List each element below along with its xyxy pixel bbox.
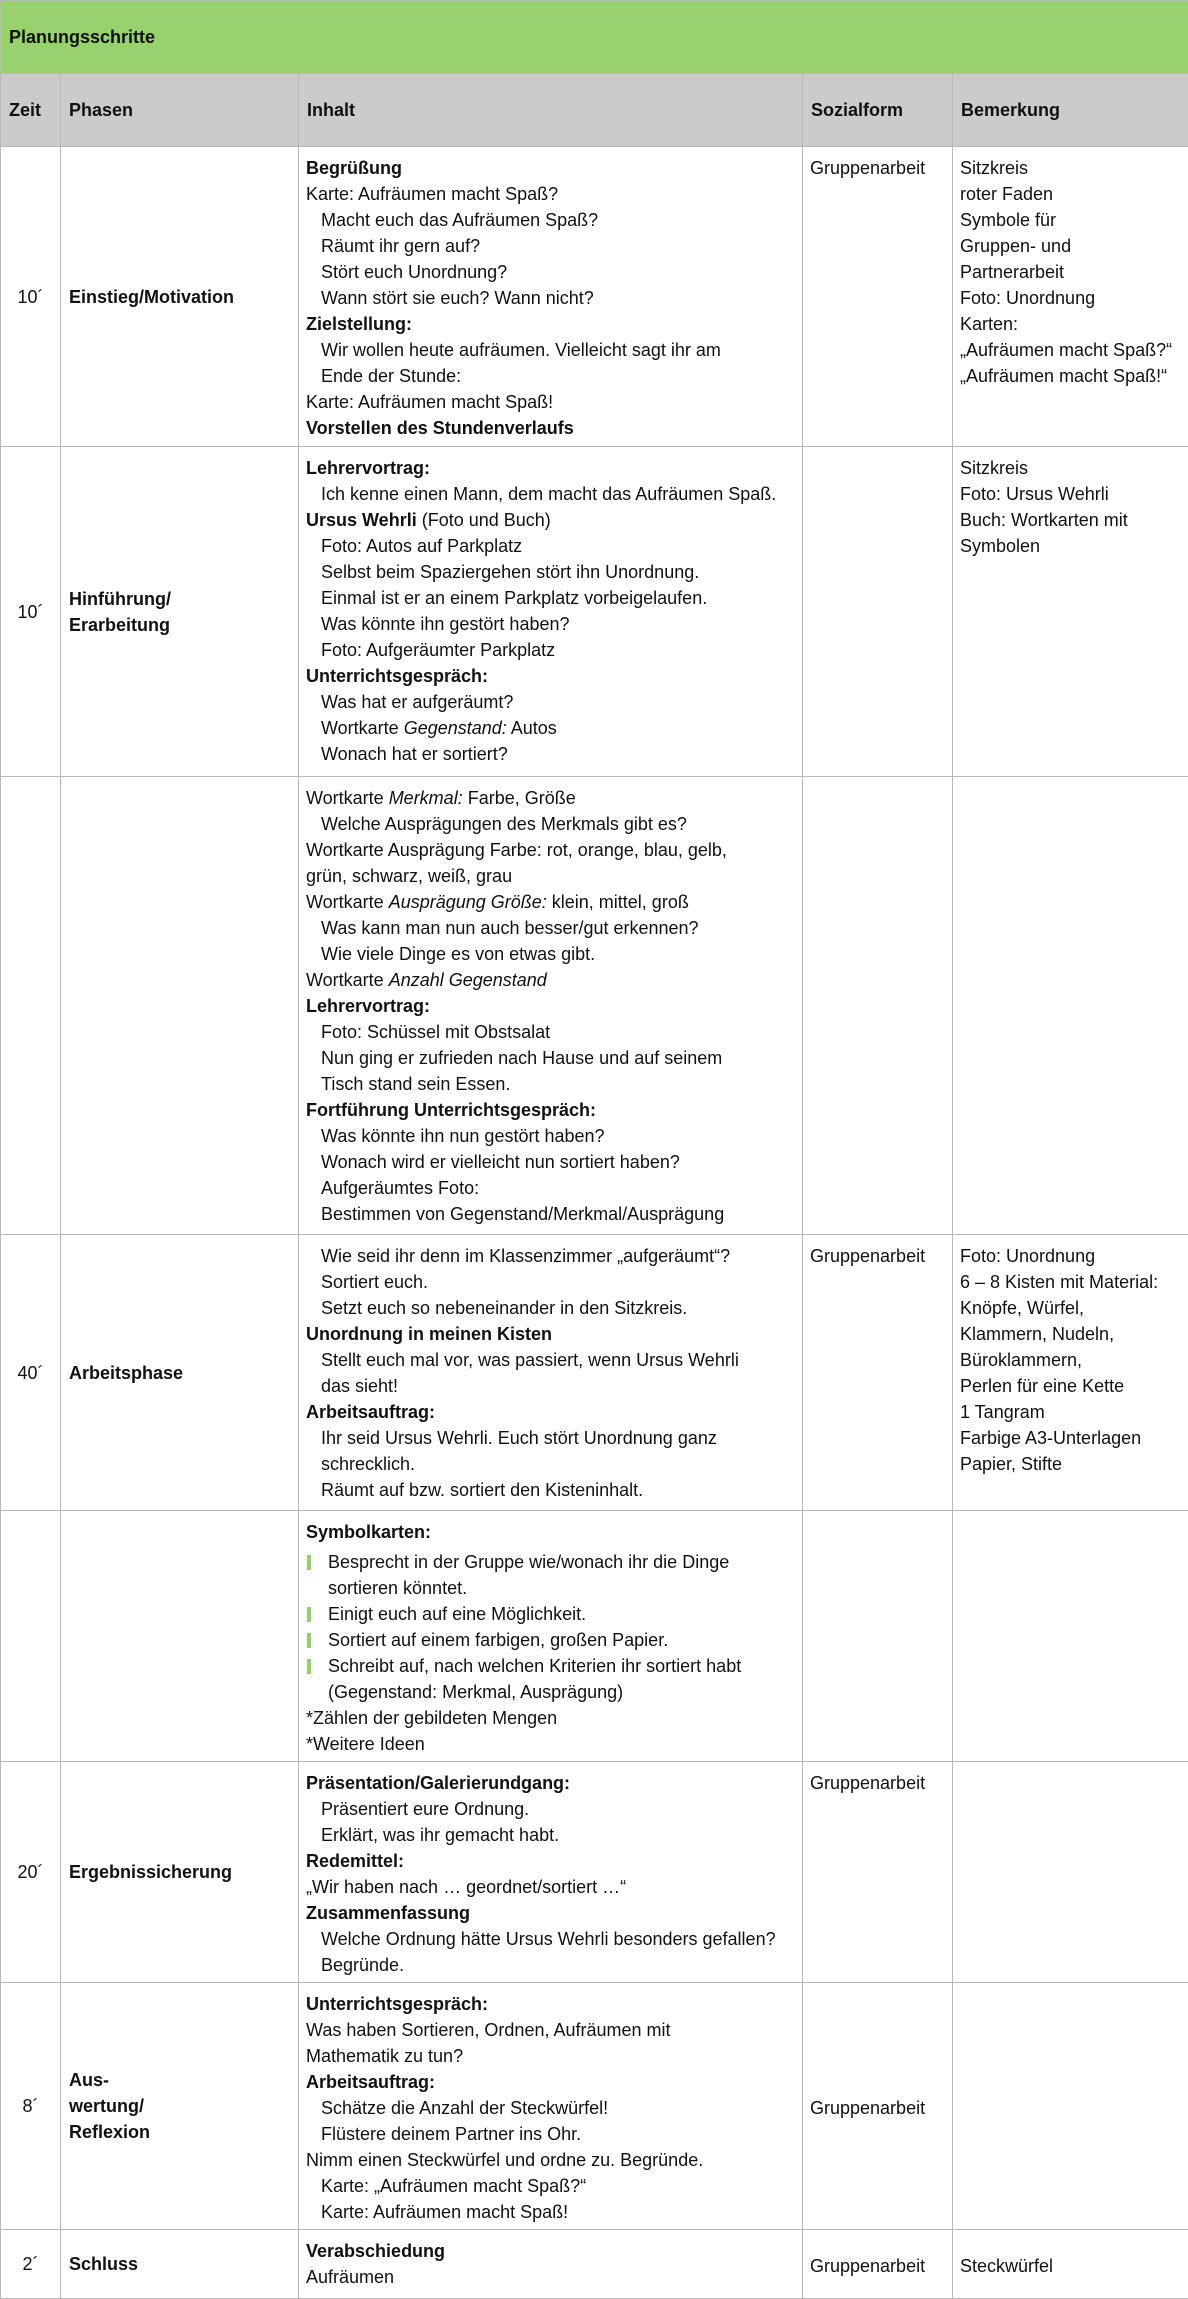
table-row bbox=[1, 1762, 1188, 1983]
header-sozialform: Sozialform bbox=[803, 74, 953, 147]
cell-sozialform: Gruppenarbeit bbox=[803, 1762, 953, 1983]
cell-zeit: 10´ bbox=[1, 147, 61, 447]
cell-phase bbox=[61, 777, 299, 1235]
cell-inhalt: Symbolkarten: Besprecht in der Gruppe wie/wonach ihr die Dinge sortieren könntet. Einigt euch auf eine Möglichkeit. Sortiert auf einem farbigen, großen Papier. Schreibt auf, nach welchen Kriterien ihr sortiert habt (Gegenstand: Merkmal, Ausprägung) *Zählen der gebildeten Mengen *Weitere Ideen bbox=[299, 1511, 803, 1762]
cell-bemerkung: Sitzkreis roter Faden Symbole für Gruppen- und Partnerarbeit Foto: Unordnung Karten: „Aufräumen macht Spaß?“ „Aufräumen macht Spaß!“ bbox=[953, 147, 1188, 447]
cell-phase: Hinführung/ Erarbeitung bbox=[61, 447, 299, 777]
cell-inhalt: Lehrervortrag: Ich kenne einen Mann, dem macht das Aufräumen Spaß. Ursus Wehrli (Foto und Buch) Foto: Autos auf Parkplatz Selbst beim Spaziergehen stört ihn Unordnung. Einmal ist er an einem Parkplatz vorbeigelaufen. Was könnte ihn gestört haben? Foto: Aufgeräumter Parkplatz Unterrichtsgespräch: Was hat er aufgeräumt? Wortkarte Gegenstand: Autos Wonach hat er sortiert? bbox=[299, 447, 803, 777]
cell-sozialform bbox=[803, 777, 953, 1235]
cell-bemerkung bbox=[953, 1762, 1188, 1983]
cell-phase: Aus- wertung/ Reflexion bbox=[61, 1983, 299, 2230]
cell-inhalt: Präsentation/Galerierundgang: Präsentiert eure Ordnung. Erklärt, was ihr gemacht habt. Redemittel: „Wir haben nach … geordnet/sortiert …“ Zusammenfassung Welche Ordnung hätte Ursus Wehrli besonders gefallen? Begründe. bbox=[299, 1762, 803, 1983]
table-row bbox=[1, 1511, 1188, 1762]
cell-zeit bbox=[1, 777, 61, 1235]
table-row bbox=[1, 777, 1188, 1235]
cell-bemerkung: Sitzkreis Foto: Ursus Wehrli Buch: Wortkarten mit Symbolen bbox=[953, 447, 1188, 777]
cell-inhalt: Verabschiedung Aufräumen bbox=[299, 2230, 803, 2299]
cell-zeit: 2´ bbox=[1, 2230, 61, 2299]
table-row bbox=[1, 2230, 1188, 2299]
cell-inhalt: Begrüßung Karte: Aufräumen macht Spaß? Macht euch das Aufräumen Spaß? Räumt ihr gern auf? Stört euch Unordnung? Wann stört sie euch? Wann nicht? Zielstellung: Wir wollen heute aufräumen. Vielleicht sagt ihr am Ende der Stunde: Karte: Aufräumen macht Spaß! Vorstellen des Stundenverlaufs bbox=[299, 147, 803, 447]
cell-sozialform: Gruppenarbeit bbox=[803, 1235, 953, 1511]
cell-phase: Arbeitsphase bbox=[61, 1235, 299, 1511]
cell-sozialform bbox=[803, 1511, 953, 1762]
cell-zeit: 10´ bbox=[1, 447, 61, 777]
cell-phase: Ergebnissicherung bbox=[61, 1762, 299, 1983]
cell-inhalt: Unterrichtsgespräch: Was haben Sortieren, Ordnen, Aufräumen mit Mathematik zu tun? Arbeitsauftrag: Schätze die Anzahl der Steckwürfel! Flüstere deinem Partner ins Ohr. Nimm einen Steckwürfel und ordne zu. Begründe. Karte: „Aufräumen macht Spaß?“ Karte: Aufräumen macht Spaß! bbox=[299, 1983, 803, 2230]
cell-bemerkung bbox=[953, 777, 1188, 1235]
cell-phase bbox=[61, 1511, 299, 1762]
header-phasen: Phasen bbox=[61, 74, 299, 147]
table-title: Planungsschritte bbox=[1, 1, 1188, 74]
cell-bemerkung bbox=[953, 1511, 1188, 1762]
table-row bbox=[1, 1235, 1188, 1511]
cell-zeit bbox=[1, 1511, 61, 1762]
cell-inhalt: Wortkarte Merkmal: Farbe, Größe Welche Ausprägungen des Merkmals gibt es? Wortkarte Ausprägung Farbe: rot, orange, blau, gelb, grün, schwarz, weiß, grau Wortkarte Ausprägung Größe: klein, mittel, groß Was kann man nun auch besser/gut erkennen? Wie viele Dinge es von etwas gibt. Wortkarte Anzahl Gegenstand Lehrervortrag: Foto: Schüssel mit Obstsalat Nun ging er zufrieden nach Hause und auf seinem Tisch stand sein Essen. Fortführung Unterrichtsgespräch: Was könnte ihn nun gestört haben? Wonach wird er vielleicht nun sortiert haben? Aufgeräumtes Foto: Bestimmen von Gegenstand/Merkmal/Ausprägung bbox=[299, 777, 803, 1235]
header-row bbox=[1, 74, 1188, 147]
cell-zeit: 8´ bbox=[1, 1983, 61, 2230]
table-row bbox=[1, 1983, 1188, 2230]
table-row bbox=[1, 147, 1188, 447]
cell-bemerkung bbox=[953, 1983, 1188, 2230]
cell-inhalt: Wie seid ihr denn im Klassenzimmer „aufgeräumt“? Sortiert euch. Setzt euch so nebeneinander in den Sitzkreis. Unordnung in meinen Kisten Stellt euch mal vor, was passiert, wenn Ursus Wehrli das sieht! Arbeitsauftrag: Ihr seid Ursus Wehrli. Euch stört Unordnung ganz schrecklich. Räumt auf bzw. sortiert den Kisteninhalt. bbox=[299, 1235, 803, 1511]
cell-phase: Einstieg/Motivation bbox=[61, 147, 299, 447]
cell-sozialform bbox=[803, 447, 953, 777]
header-inhalt: Inhalt bbox=[299, 74, 803, 147]
cell-bemerkung: Steckwürfel bbox=[953, 2230, 1188, 2299]
cell-sozialform: Gruppenarbeit bbox=[803, 147, 953, 447]
cell-phase: Schluss bbox=[61, 2230, 299, 2299]
table-row bbox=[1, 447, 1188, 777]
cell-bemerkung: Foto: Unordnung 6 – 8 Kisten mit Material: Knöpfe, Würfel, Klammern, Nudeln, Büroklammern, Perlen für eine Kette 1 Tangram Farbige A3-Unterlagen Papier, Stifte bbox=[953, 1235, 1188, 1511]
header-zeit: Zeit bbox=[1, 74, 61, 147]
header-bemerkung: Bemerkung bbox=[953, 74, 1188, 147]
cell-sozialform: Gruppenarbeit bbox=[803, 1983, 953, 2230]
cell-zeit: 40´ bbox=[1, 1235, 61, 1511]
cell-zeit: 20´ bbox=[1, 1762, 61, 1983]
cell-sozialform: Gruppenarbeit bbox=[803, 2230, 953, 2299]
